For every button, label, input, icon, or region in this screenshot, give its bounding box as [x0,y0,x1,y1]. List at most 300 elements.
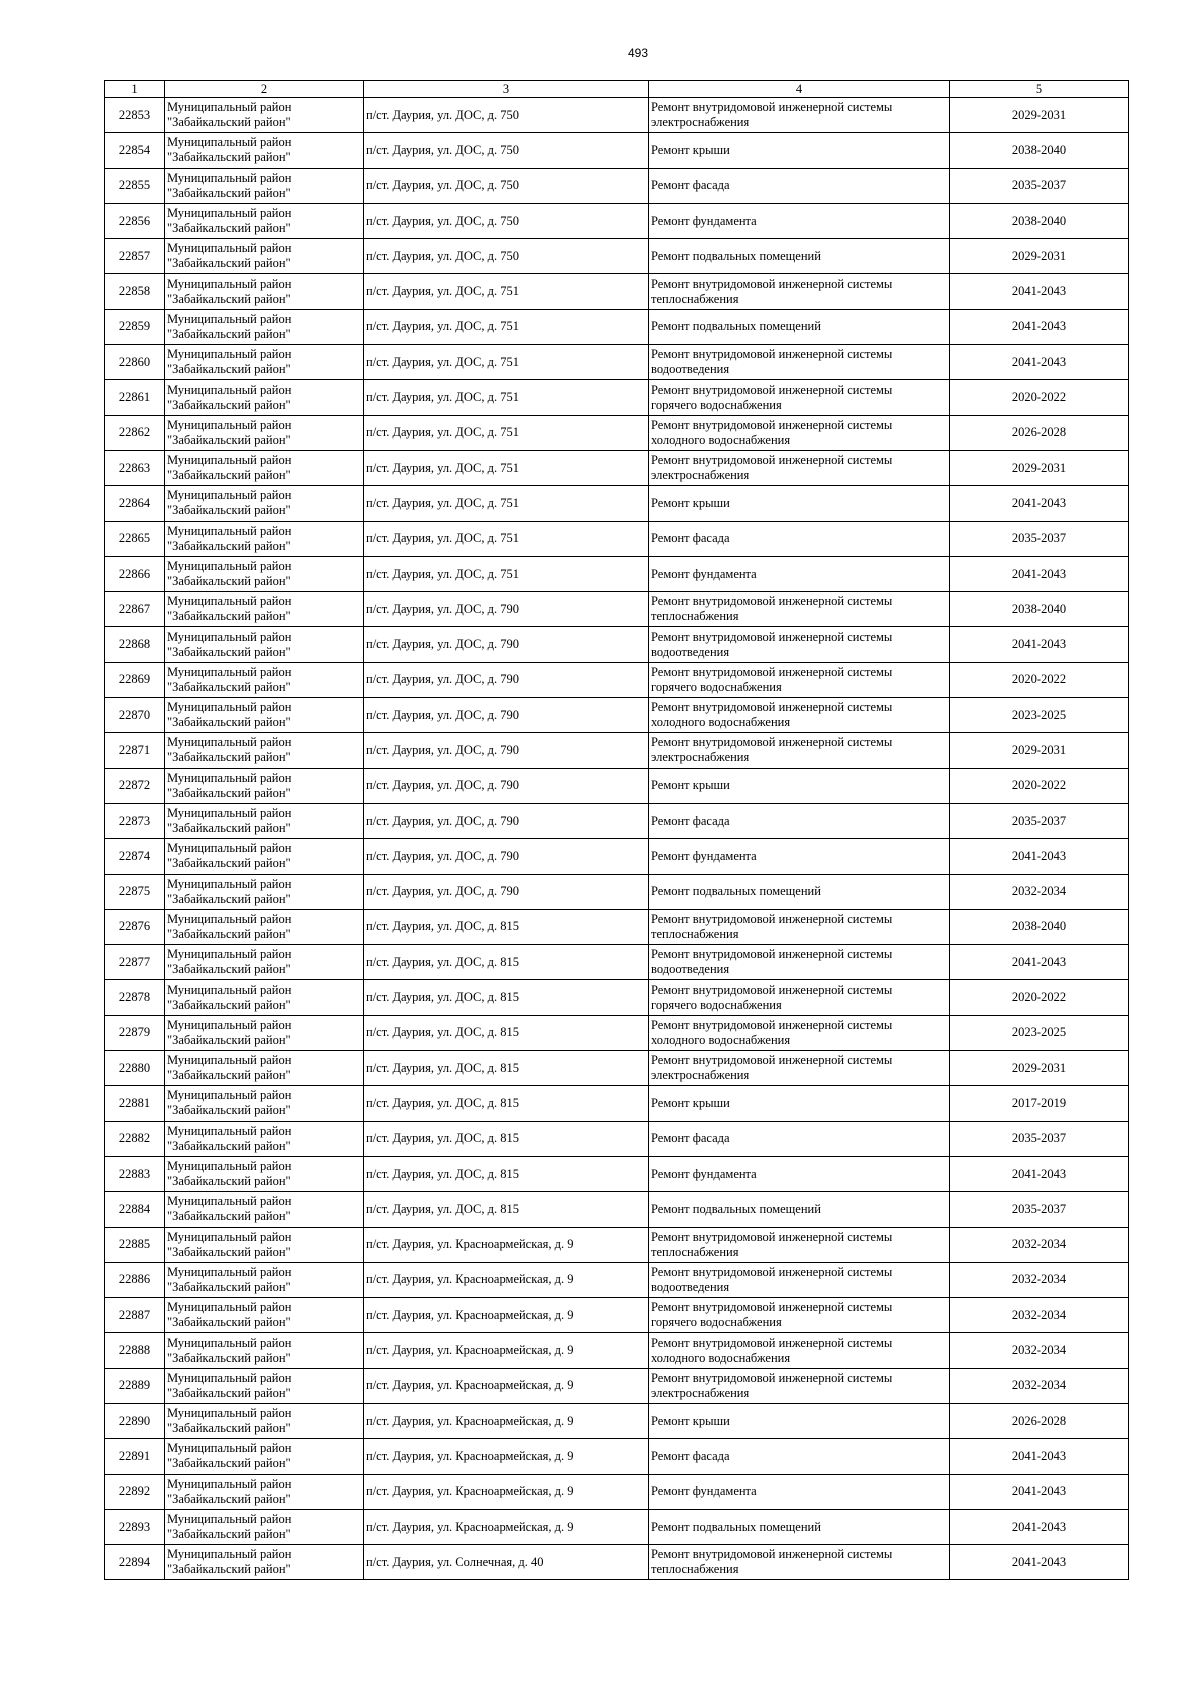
address-cell: п/ст. Даурия, ул. Красноармейская, д. 9 [364,1368,649,1403]
work-type-cell [649,486,950,521]
district-cell [165,1368,364,1403]
district-line: Муниципальный район [167,1053,292,1068]
district-line: Муниципальный район [167,664,292,679]
row-number-cell: 22878 [105,980,165,1015]
work-type-cell [649,521,950,556]
row-number-cell: 22890 [105,1403,165,1438]
district-line: Муниципальный район [167,594,292,609]
period-cell: 2029-2031 [950,733,1129,768]
district-line: Муниципальный район [167,276,292,291]
work-type-line: Ремонт крыши [651,778,730,793]
table-body [105,98,1129,1580]
row-number-cell: 22891 [105,1439,165,1474]
work-type-line: водоотведения [651,1279,730,1294]
district-line: Муниципальный район [167,1194,292,1209]
work-type-line: горячего водоснабжения [651,1315,782,1330]
address-cell: п/ст. Даурия, ул. ДОС, д. 815 [364,1156,649,1191]
row-number-cell: 22875 [105,874,165,909]
district-cell [165,450,364,485]
table-row [105,309,1129,344]
work-type-line: Ремонт подвальных помещений [651,319,821,334]
work-type-line: Ремонт крыши [651,142,730,157]
district-cell [165,1015,364,1050]
address-cell: п/ст. Даурия, ул. ДОС, д. 815 [364,1121,649,1156]
district-line: "Забайкальский район" [167,150,291,165]
table-row [105,1439,1129,1474]
table-row [105,592,1129,627]
work-type-line: Ремонт фасада [651,1131,730,1146]
work-type-line: Ремонт внутридомовой инженерной системы [651,1229,893,1244]
address-cell: п/ст. Даурия, ул. ДОС, д. 750 [364,168,649,203]
period-cell: 2041-2043 [950,627,1129,662]
district-line: Муниципальный район [167,311,292,326]
table-row [105,1298,1129,1333]
period-cell: 2023-2025 [950,1015,1129,1050]
district-cell [165,203,364,238]
district-cell [165,839,364,874]
work-type-cell [649,1262,950,1297]
address-cell: п/ст. Даурия, ул. ДОС, д. 815 [364,1051,649,1086]
row-number-cell: 22885 [105,1227,165,1262]
address-cell: п/ст. Даурия, ул. ДОС, д. 790 [364,803,649,838]
work-type-cell [649,874,950,909]
district-line: Муниципальный район [167,876,292,891]
period-cell: 2035-2037 [950,168,1129,203]
table-row [105,698,1129,733]
district-line: "Забайкальский район" [167,115,291,130]
work-type-line: Ремонт фасада [651,813,730,828]
district-line: Муниципальный район [167,453,292,468]
district-line: "Забайкальский район" [167,1032,291,1047]
district-line: Муниципальный район [167,1512,292,1527]
work-type-line: теплоснабжения [651,926,739,941]
district-line: "Забайкальский район" [167,397,291,412]
district-line: "Забайкальский район" [167,221,291,236]
address-cell: п/ст. Даурия, ул. ДОС, д. 750 [364,203,649,238]
work-type-cell [649,309,950,344]
table-row [105,627,1129,662]
period-cell: 2041-2043 [950,345,1129,380]
district-cell [165,1262,364,1297]
address-cell: п/ст. Даурия, ул. ДОС, д. 751 [364,556,649,591]
work-type-line: Ремонт внутридомовой инженерной системы [651,1335,893,1350]
row-number-cell: 22889 [105,1368,165,1403]
period-cell: 2017-2019 [950,1086,1129,1121]
district-line: "Забайкальский район" [167,291,291,306]
table-row [105,839,1129,874]
work-type-line: Ремонт внутридомовой инженерной системы [651,629,893,644]
table-row [105,1015,1129,1050]
district-line: "Забайкальский район" [167,1068,291,1083]
address-cell: п/ст. Даурия, ул. ДОС, д. 790 [364,768,649,803]
table-row [105,168,1129,203]
work-type-cell [649,1545,950,1580]
work-type-line: Ремонт крыши [651,495,730,510]
district-line: Муниципальный район [167,770,292,785]
work-type-line: Ремонт внутридомовой инженерной системы [651,347,893,362]
row-number-cell: 22854 [105,133,165,168]
work-type-line: теплоснабжения [651,1244,739,1259]
district-line: "Забайкальский район" [167,1138,291,1153]
district-cell [165,1403,364,1438]
table-row [105,874,1129,909]
district-line: Муниципальный район [167,1300,292,1315]
table-row [105,380,1129,415]
work-type-line: Ремонт внутридомовой инженерной системы [651,911,893,926]
row-number-cell: 22874 [105,839,165,874]
district-cell [165,1474,364,1509]
district-cell [165,662,364,697]
period-cell: 2032-2034 [950,1333,1129,1368]
work-type-cell [649,133,950,168]
district-cell [165,380,364,415]
work-type-line: Ремонт фасада [651,178,730,193]
work-type-line: Ремонт подвальных помещений [651,884,821,899]
work-type-cell [649,662,950,697]
period-cell: 2041-2043 [950,1156,1129,1191]
table-row [105,945,1129,980]
period-cell: 2035-2037 [950,803,1129,838]
column-header-5: 5 [950,81,1129,98]
district-cell [165,1545,364,1580]
district-cell [165,768,364,803]
work-type-cell [649,1156,950,1191]
period-cell: 2041-2043 [950,839,1129,874]
period-cell: 2038-2040 [950,592,1129,627]
district-cell [165,239,364,274]
address-cell: п/ст. Даурия, ул. Красноармейская, д. 9 [364,1262,649,1297]
work-type-line: горячего водоснабжения [651,397,782,412]
district-line: Муниципальный район [167,1088,292,1103]
period-cell: 2026-2028 [950,1403,1129,1438]
district-line: "Забайкальский район" [167,644,291,659]
work-type-line: Ремонт фундамента [651,1166,757,1181]
work-type-line: Ремонт фасада [651,1448,730,1463]
table-row [105,733,1129,768]
address-cell: п/ст. Даурия, ул. ДОС, д. 750 [364,239,649,274]
district-line: "Забайкальский район" [167,926,291,941]
period-cell: 2032-2034 [950,1368,1129,1403]
table-row [105,1086,1129,1121]
repair-schedule-table [104,80,1129,1580]
row-number-cell: 22892 [105,1474,165,1509]
district-cell [165,415,364,450]
work-type-cell [649,1086,950,1121]
row-number-cell: 22856 [105,203,165,238]
district-line: Муниципальный район [167,1476,292,1491]
work-type-cell [649,1509,950,1544]
work-type-line: холодного водоснабжения [651,1350,791,1365]
period-cell: 2020-2022 [950,662,1129,697]
table-row [105,980,1129,1015]
work-type-line: Ремонт подвальных помещений [651,1519,821,1534]
work-type-cell [649,945,950,980]
period-cell: 2032-2034 [950,1262,1129,1297]
district-line: Муниципальный район [167,735,292,750]
period-cell: 2041-2043 [950,486,1129,521]
period-cell: 2032-2034 [950,874,1129,909]
address-cell: п/ст. Даурия, ул. ДОС, д. 751 [364,309,649,344]
work-type-line: водоотведения [651,962,730,977]
work-type-line: Ремонт внутридомовой инженерной системы [651,664,893,679]
district-line: "Забайкальский район" [167,1421,291,1436]
district-cell [165,556,364,591]
work-type-cell [649,450,950,485]
district-line: Муниципальный район [167,1264,292,1279]
address-cell: п/ст. Даурия, ул. ДОС, д. 790 [364,874,649,909]
period-cell: 2041-2043 [950,274,1129,309]
period-cell: 2038-2040 [950,203,1129,238]
district-cell [165,1121,364,1156]
row-number-cell: 22858 [105,274,165,309]
district-cell [165,1333,364,1368]
header-row [105,81,1129,98]
work-type-line: Ремонт внутридомовой инженерной системы [651,382,893,397]
district-line: "Забайкальский район" [167,362,291,377]
work-type-line: Ремонт внутридомовой инженерной системы [651,1264,893,1279]
district-line: "Забайкальский район" [167,609,291,624]
work-type-line: Ремонт внутридомовой инженерной системы [651,453,893,468]
period-cell: 2032-2034 [950,1298,1129,1333]
work-type-line: Ремонт внутридомовой инженерной системы [651,700,893,715]
column-header-1: 1 [105,81,165,98]
district-line: "Забайкальский район" [167,1456,291,1471]
work-type-line: водоотведения [651,362,730,377]
period-cell: 2041-2043 [950,1509,1129,1544]
row-number-cell: 22880 [105,1051,165,1086]
district-cell [165,1509,364,1544]
work-type-line: Ремонт подвальных помещений [651,248,821,263]
column-header-3: 3 [364,81,649,98]
work-type-line: водоотведения [651,644,730,659]
work-type-line: Ремонт внутридомовой инженерной системы [651,735,893,750]
period-cell: 2041-2043 [950,1439,1129,1474]
period-cell: 2020-2022 [950,980,1129,1015]
district-line: "Забайкальский район" [167,1209,291,1224]
district-cell [165,733,364,768]
district-line: Муниципальный район [167,629,292,644]
district-line: Муниципальный район [167,1017,292,1032]
work-type-cell [649,1015,950,1050]
district-line: "Забайкальский район" [167,997,291,1012]
district-line: Муниципальный район [167,382,292,397]
address-cell: п/ст. Даурия, ул. Красноармейская, д. 9 [364,1439,649,1474]
district-line: "Забайкальский район" [167,432,291,447]
work-type-cell [649,239,950,274]
district-line: Муниципальный район [167,170,292,185]
table-row [105,345,1129,380]
work-type-line: Ремонт внутридомовой инженерной системы [651,417,893,432]
district-cell [165,909,364,944]
district-line: Муниципальный район [167,841,292,856]
row-number-cell: 22873 [105,803,165,838]
address-cell: п/ст. Даурия, ул. ДОС, д. 751 [364,380,649,415]
work-type-line: Ремонт фундамента [651,1484,757,1499]
district-cell [165,1298,364,1333]
address-cell: п/ст. Даурия, ул. ДОС, д. 790 [364,592,649,627]
row-number-cell: 22877 [105,945,165,980]
row-number-cell: 22883 [105,1156,165,1191]
work-type-cell [649,1403,950,1438]
column-header-2: 2 [165,81,364,98]
district-cell [165,486,364,521]
district-cell [165,698,364,733]
row-number-cell: 22867 [105,592,165,627]
row-number-cell: 22859 [105,309,165,344]
work-type-cell [649,803,950,838]
district-line: "Забайкальский район" [167,1527,291,1542]
work-type-line: Ремонт крыши [651,1413,730,1428]
work-type-line: электроснабжения [651,1385,750,1400]
period-cell: 2026-2028 [950,415,1129,450]
work-type-line: горячего водоснабжения [651,679,782,694]
district-cell [165,874,364,909]
work-type-cell [649,1192,950,1227]
period-cell: 2041-2043 [950,556,1129,591]
district-line: "Забайкальский район" [167,785,291,800]
work-type-cell [649,909,950,944]
table-row [105,1192,1129,1227]
address-cell: п/ст. Даурия, ул. ДОС, д. 790 [364,839,649,874]
work-type-line: Ремонт фасада [651,531,730,546]
work-type-line: холодного водоснабжения [651,432,791,447]
district-line: Муниципальный район [167,806,292,821]
table-row [105,1368,1129,1403]
work-type-line: Ремонт внутридомовой инженерной системы [651,100,893,115]
district-line: Муниципальный район [167,947,292,962]
row-number-cell: 22884 [105,1192,165,1227]
address-cell: п/ст. Даурия, ул. ДОС, д. 815 [364,1192,649,1227]
work-type-line: электроснабжения [651,115,750,130]
district-cell [165,133,364,168]
district-line: Муниципальный район [167,1229,292,1244]
address-cell: п/ст. Даурия, ул. ДОС, д. 790 [364,733,649,768]
district-line: "Забайкальский район" [167,1315,291,1330]
row-number-cell: 22872 [105,768,165,803]
work-type-cell [649,1227,950,1262]
row-number-cell: 22887 [105,1298,165,1333]
district-line: Муниципальный район [167,1406,292,1421]
work-type-cell [649,1051,950,1086]
district-cell [165,803,364,838]
district-line: "Забайкальский район" [167,962,291,977]
work-type-cell [649,1368,950,1403]
row-number-cell: 22860 [105,345,165,380]
district-line: Муниципальный район [167,488,292,503]
work-type-line: Ремонт внутридомовой инженерной системы [651,276,893,291]
row-number-cell: 22870 [105,698,165,733]
work-type-line: Ремонт фундамента [651,213,757,228]
district-line: Муниципальный район [167,1335,292,1350]
address-cell: п/ст. Даурия, ул. Солнечная, д. 40 [364,1545,649,1580]
period-cell: 2029-2031 [950,239,1129,274]
work-type-line: Ремонт внутридомовой инженерной системы [651,594,893,609]
district-cell [165,98,364,133]
work-type-cell [649,274,950,309]
work-type-line: теплоснабжения [651,291,739,306]
district-cell [165,627,364,662]
district-cell [165,1439,364,1474]
district-line: Муниципальный район [167,1370,292,1385]
district-line: "Забайкальский район" [167,185,291,200]
district-line: Муниципальный район [167,347,292,362]
work-type-line: теплоснабжения [651,1562,739,1577]
period-cell: 2023-2025 [950,698,1129,733]
period-cell: 2029-2031 [950,98,1129,133]
district-line: "Забайкальский район" [167,1562,291,1577]
row-number-cell: 22886 [105,1262,165,1297]
period-cell: 2038-2040 [950,133,1129,168]
address-cell: п/ст. Даурия, ул. ДОС, д. 751 [364,486,649,521]
row-number-cell: 22864 [105,486,165,521]
row-number-cell: 22862 [105,415,165,450]
work-type-line: Ремонт подвальных помещений [651,1201,821,1216]
address-cell: п/ст. Даурия, ул. ДОС, д. 815 [364,1015,649,1050]
work-type-line: горячего водоснабжения [651,997,782,1012]
table-row [105,662,1129,697]
address-cell: п/ст. Даурия, ул. ДОС, д. 815 [364,945,649,980]
address-cell: п/ст. Даурия, ул. Красноармейская, д. 9 [364,1333,649,1368]
work-type-cell [649,839,950,874]
table-row [105,415,1129,450]
work-type-cell [649,168,950,203]
table-row [105,450,1129,485]
work-type-line: Ремонт фундамента [651,566,757,581]
work-type-cell [649,627,950,662]
district-line: "Забайкальский район" [167,326,291,341]
work-type-cell [649,345,950,380]
address-cell: п/ст. Даурия, ул. ДОС, д. 751 [364,415,649,450]
district-line: "Забайкальский район" [167,1385,291,1400]
table-row [105,1403,1129,1438]
district-line: Муниципальный район [167,982,292,997]
work-type-cell [649,768,950,803]
work-type-line: Ремонт внутридомовой инженерной системы [651,1370,893,1385]
work-type-line: Ремонт внутридомовой инженерной системы [651,1300,893,1315]
district-cell [165,274,364,309]
table-row [105,1262,1129,1297]
district-line: "Забайкальский район" [167,715,291,730]
row-number-cell: 22866 [105,556,165,591]
period-cell: 2035-2037 [950,1121,1129,1156]
row-number-cell: 22865 [105,521,165,556]
row-number-cell: 22893 [105,1509,165,1544]
address-cell: п/ст. Даурия, ул. Красноармейская, д. 9 [364,1227,649,1262]
district-cell [165,168,364,203]
address-cell: п/ст. Даурия, ул. ДОС, д. 750 [364,133,649,168]
district-line: Муниципальный район [167,206,292,221]
work-type-cell [649,1298,950,1333]
period-cell: 2029-2031 [950,1051,1129,1086]
row-number-cell: 22857 [105,239,165,274]
district-line: Муниципальный район [167,135,292,150]
row-number-cell: 22855 [105,168,165,203]
row-number-cell: 22894 [105,1545,165,1580]
district-line: "Забайкальский район" [167,1174,291,1189]
work-type-line: Ремонт фундамента [651,848,757,863]
work-type-line: электроснабжения [651,750,750,765]
work-type-line: холодного водоснабжения [651,1032,791,1047]
work-type-cell [649,698,950,733]
period-cell: 2041-2043 [950,1474,1129,1509]
period-cell: 2035-2037 [950,1192,1129,1227]
work-type-cell [649,1439,950,1474]
work-type-cell [649,1474,950,1509]
address-cell: п/ст. Даурия, ул. ДОС, д. 815 [364,980,649,1015]
period-cell: 2029-2031 [950,450,1129,485]
row-number-cell: 22853 [105,98,165,133]
district-cell [165,521,364,556]
